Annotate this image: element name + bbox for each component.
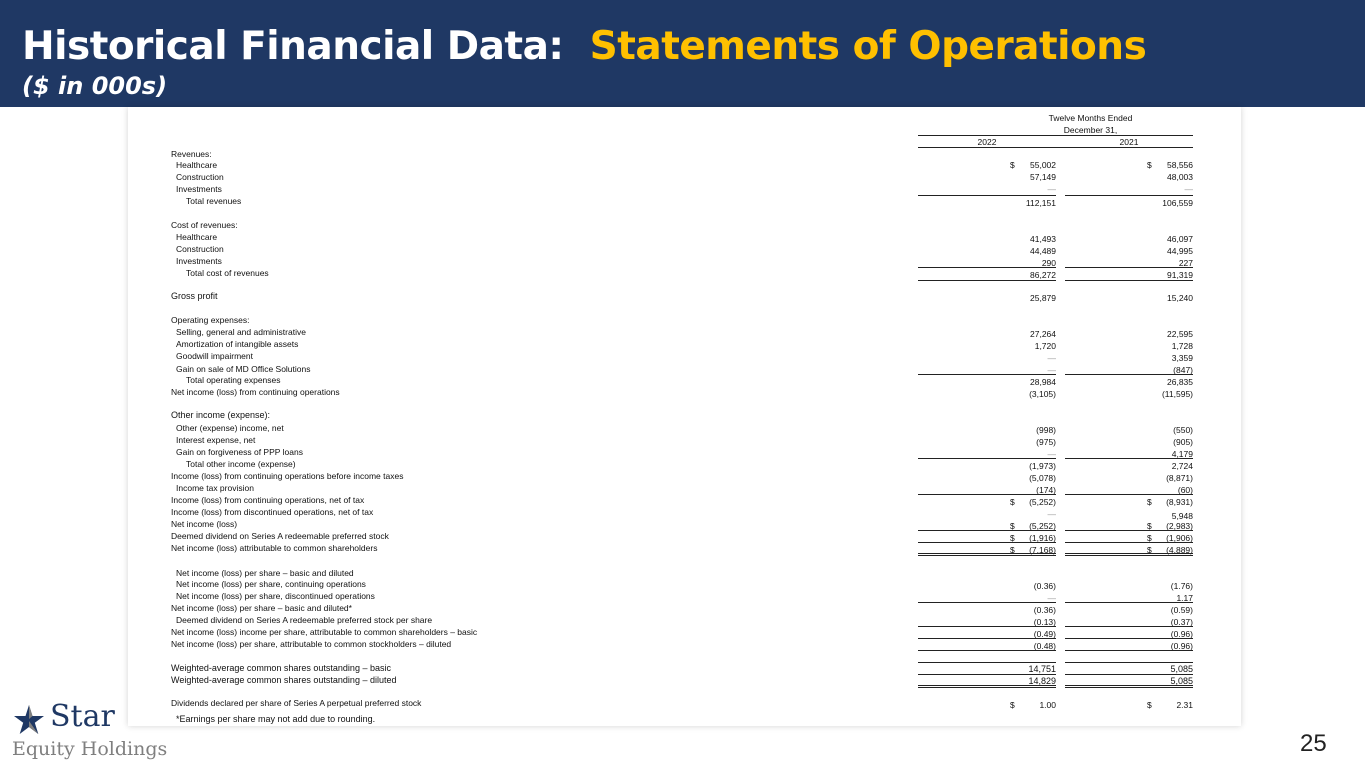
table-row (128, 243, 1241, 255)
value-2021: (0.96) (1170, 629, 1193, 639)
currency-symbol: $ (1147, 160, 1152, 170)
title-accent: Statements of Operations (589, 24, 1147, 69)
table-row (128, 482, 1241, 494)
value-2021: 1,728 (1171, 341, 1193, 351)
table-row (128, 614, 1241, 626)
value-2022: — (1047, 365, 1056, 375)
title-banner (0, 0, 1365, 107)
value-2021: (550) (1173, 425, 1193, 435)
footnote-text: *Earnings per share may not add due to rounding. (176, 714, 376, 724)
currency-symbol: $ (1010, 545, 1015, 555)
value-2021: 5,085 (1170, 664, 1193, 674)
row-label: Deemed dividend on Series A redeemable preferred stock per share (176, 615, 433, 625)
table-row (128, 494, 1241, 506)
row-label: Investments (176, 256, 222, 266)
total-rule (918, 280, 1056, 281)
value-2021: (847) (1173, 365, 1193, 375)
value-2022: 1,720 (1034, 341, 1056, 351)
value-2021: (0.37) (1170, 617, 1193, 627)
currency-symbol: $ (1147, 545, 1152, 555)
value-2021: 5,085 (1170, 676, 1193, 686)
value-2022: 290 (1041, 258, 1056, 268)
value-2022: 86,272 (1030, 270, 1056, 280)
value-2022: 55,002 (1030, 160, 1056, 170)
currency-symbol: $ (1147, 521, 1152, 531)
row-label: Net income (loss) per share, continuing operations (176, 579, 366, 589)
table-row (128, 326, 1241, 338)
currency-symbol: $ (1010, 497, 1015, 507)
row-label: Net income (loss) per share, attributable to common stockholders – diluted (171, 639, 452, 649)
table-row (128, 590, 1241, 602)
table-row (128, 422, 1241, 434)
table-row (128, 255, 1241, 267)
row-label: Healthcare (176, 160, 218, 170)
value-2021: (1,906) (1166, 533, 1193, 543)
value-2022: 1.00 (1039, 700, 1056, 710)
row-label: Healthcare (176, 232, 218, 242)
footnote (128, 713, 1241, 725)
row-label: Construction (176, 244, 224, 254)
value-2022: (0.13) (1033, 617, 1056, 627)
currency-symbol: $ (1010, 521, 1015, 531)
row-label: Net income (loss) per share – basic and diluted (176, 568, 354, 578)
value-2022: 25,879 (1030, 293, 1056, 303)
row-label: Gain on sale of MD Office Solutions (176, 364, 311, 374)
value-2022: (975) (1036, 437, 1056, 447)
row-label: Goodwill impairment (176, 351, 253, 361)
value-2022: (1,973) (1029, 461, 1056, 471)
value-2022: (998) (1036, 425, 1056, 435)
row-label: Selling, general and administrative (176, 327, 306, 337)
value-2022: (5,252) (1029, 521, 1056, 531)
value-2021: (0.59) (1170, 605, 1193, 615)
table-row (128, 231, 1241, 243)
value-2022: (5,078) (1029, 473, 1056, 483)
total-rule (1065, 280, 1193, 281)
currency-symbol: $ (1147, 700, 1152, 710)
table-row (128, 159, 1241, 171)
table-row (128, 506, 1241, 521)
row-label: Dividends declared per share of Series A perpetual preferred stock (171, 698, 422, 708)
page-subtitle: ($ in 000s) (22, 72, 168, 100)
value-2021: (905) (1173, 437, 1193, 447)
value-2022: 44,489 (1030, 246, 1056, 256)
value-2021: (0.96) (1170, 641, 1193, 651)
value-2021: (2,983) (1166, 521, 1193, 531)
double-rule (918, 685, 1056, 688)
table-row (128, 338, 1241, 350)
period-header: Twelve Months Ended (1048, 113, 1133, 123)
row-label: Income (loss) from discontinued operations, net of tax (171, 507, 374, 517)
row-label: Income (loss) from continuing operations before income taxes (171, 471, 404, 481)
row-label: Investments (176, 184, 222, 194)
value-2021: (11,595) (1161, 389, 1193, 399)
value-2022: 41,493 (1030, 234, 1056, 244)
value-2022: — (1047, 184, 1056, 194)
value-2021: 22,595 (1167, 329, 1193, 339)
section-heading (128, 409, 1241, 421)
double-rule (1065, 553, 1193, 556)
value-2022: (7,168) (1029, 545, 1056, 555)
row-label: Net income (loss) per share – basic and diluted* (171, 603, 352, 613)
company-logo (10, 699, 190, 763)
row-label: Total other income (expense) (186, 459, 296, 469)
table-row (128, 458, 1241, 470)
value-2021: 26,835 (1167, 377, 1193, 387)
value-2022: 14,829 (1028, 676, 1056, 686)
value-2022: — (1047, 353, 1056, 363)
table-row (128, 267, 1241, 279)
row-label: Net income (loss) from continuing operations (171, 387, 340, 397)
table-row (128, 446, 1241, 458)
currency-symbol: $ (1147, 533, 1152, 543)
table-row (128, 434, 1241, 446)
value-2021: 91,319 (1167, 270, 1193, 280)
currency-symbol: $ (1010, 160, 1015, 170)
year-2022-header: 2022 (977, 137, 997, 147)
value-2021: (1.76) (1170, 581, 1193, 591)
row-label: Other income (expense): (171, 410, 271, 420)
table-row (128, 290, 1241, 302)
total-rule (1065, 650, 1193, 651)
currency-symbol: $ (1147, 497, 1152, 507)
row-label: Net income (loss) per share, discontinued operations (176, 591, 375, 601)
table-row (128, 374, 1241, 386)
row-label: Total cost of revenues (186, 268, 269, 278)
table-row (128, 578, 1241, 590)
row-label: Amortization of intangible assets (176, 339, 299, 349)
value-2022: (0.36) (1033, 581, 1056, 591)
row-label: Income tax provision (176, 483, 254, 493)
value-2021: (8,931) (1166, 497, 1193, 507)
row-label: Deemed dividend on Series A redeemable preferred stock (171, 531, 389, 541)
value-2021: 2,724 (1171, 461, 1193, 471)
value-2022: 14,751 (1028, 664, 1056, 674)
value-2022: 27,264 (1030, 329, 1056, 339)
period-date-header: December 31, (1063, 125, 1118, 135)
value-2022: — (1047, 449, 1056, 459)
row-label: Total operating expenses (186, 375, 281, 385)
table-row (128, 197, 1241, 209)
value-2021: 44,995 (1167, 246, 1193, 256)
value-2021: 48,003 (1167, 172, 1193, 182)
currency-symbol: $ (1010, 700, 1015, 710)
value-2022: 28,984 (1030, 377, 1056, 387)
value-2021: 5,948 (1171, 511, 1193, 521)
value-2021: 106,559 (1162, 198, 1193, 208)
page-title (22, 24, 1146, 69)
value-2022: (0.48) (1033, 641, 1056, 651)
value-2021: (4,889) (1166, 545, 1193, 555)
table-row (128, 530, 1241, 542)
table-row (128, 638, 1241, 650)
row-label: Total revenues (186, 196, 242, 206)
logo-name-top: Star (50, 699, 115, 734)
table-row (128, 602, 1241, 614)
value-2022: (3,105) (1029, 389, 1056, 399)
double-rule (918, 553, 1056, 556)
value-2021: 1.17 (1176, 593, 1193, 603)
value-2021: 3,359 (1171, 353, 1193, 363)
value-2022: 112,151 (1025, 198, 1056, 208)
row-label: Cost of revenues: (171, 220, 238, 230)
value-2021: (60) (1177, 485, 1193, 495)
row-label: Weighted-average common shares outstanding – diluted (171, 675, 397, 685)
value-2022: — (1047, 509, 1056, 519)
row-label: Interest expense, net (176, 435, 256, 445)
statement-table (128, 107, 1241, 726)
table-row (128, 183, 1241, 195)
page-number: 25 (1300, 730, 1327, 757)
row-label: Gain on forgiveness of PPP loans (176, 447, 303, 457)
table-row (128, 470, 1241, 482)
value-2022: (1,916) (1029, 533, 1056, 543)
value-2021: 15,240 (1167, 293, 1193, 303)
section-heading (128, 219, 1241, 231)
value-2021: 2.31 (1176, 700, 1193, 710)
row-label: Construction (176, 172, 224, 182)
value-2022: 57,149 (1030, 172, 1056, 182)
table-row (128, 626, 1241, 638)
row-label: Net income (loss) (171, 519, 238, 529)
value-2022: (0.36) (1033, 605, 1056, 615)
table-row (128, 350, 1241, 362)
row-label: Revenues: (171, 149, 212, 159)
row-label: Gross profit (171, 291, 218, 301)
row-label: Income (loss) from continuing operations, net of tax (171, 495, 365, 505)
value-2021: (8,871) (1166, 473, 1193, 483)
table-row (128, 697, 1241, 709)
title-main: Historical Financial Data: (22, 24, 564, 69)
row-label: Other (expense) income, net (176, 423, 284, 433)
value-2022: (0.49) (1033, 629, 1056, 639)
currency-symbol: $ (1010, 533, 1015, 543)
value-2022: — (1047, 593, 1056, 603)
value-2022: (174) (1036, 485, 1056, 495)
value-2021: — (1184, 184, 1193, 194)
value-2022: (5,252) (1029, 497, 1056, 507)
table-row (128, 171, 1241, 183)
year-2021-header: 2021 (1119, 137, 1139, 147)
total-rule (918, 650, 1056, 651)
section-heading (128, 314, 1241, 326)
value-2021: 4,179 (1171, 449, 1193, 459)
table-row (128, 386, 1241, 398)
row-label: Weighted-average common shares outstanding – basic (171, 663, 391, 673)
row-label: Net income (loss) income per share, attributable to common shareholders – basic (171, 627, 478, 637)
logo-name-bottom: Equity Holdings (12, 738, 168, 760)
row-label: Net income (loss) attributable to common shareholders (171, 543, 378, 553)
table-row (128, 518, 1241, 530)
value-2021: 58,556 (1167, 160, 1193, 170)
value-2021: 46,097 (1167, 234, 1193, 244)
double-rule (1065, 685, 1193, 688)
value-2021: 227 (1178, 258, 1193, 268)
table-row (128, 662, 1241, 674)
row-label: Operating expenses: (171, 315, 250, 325)
